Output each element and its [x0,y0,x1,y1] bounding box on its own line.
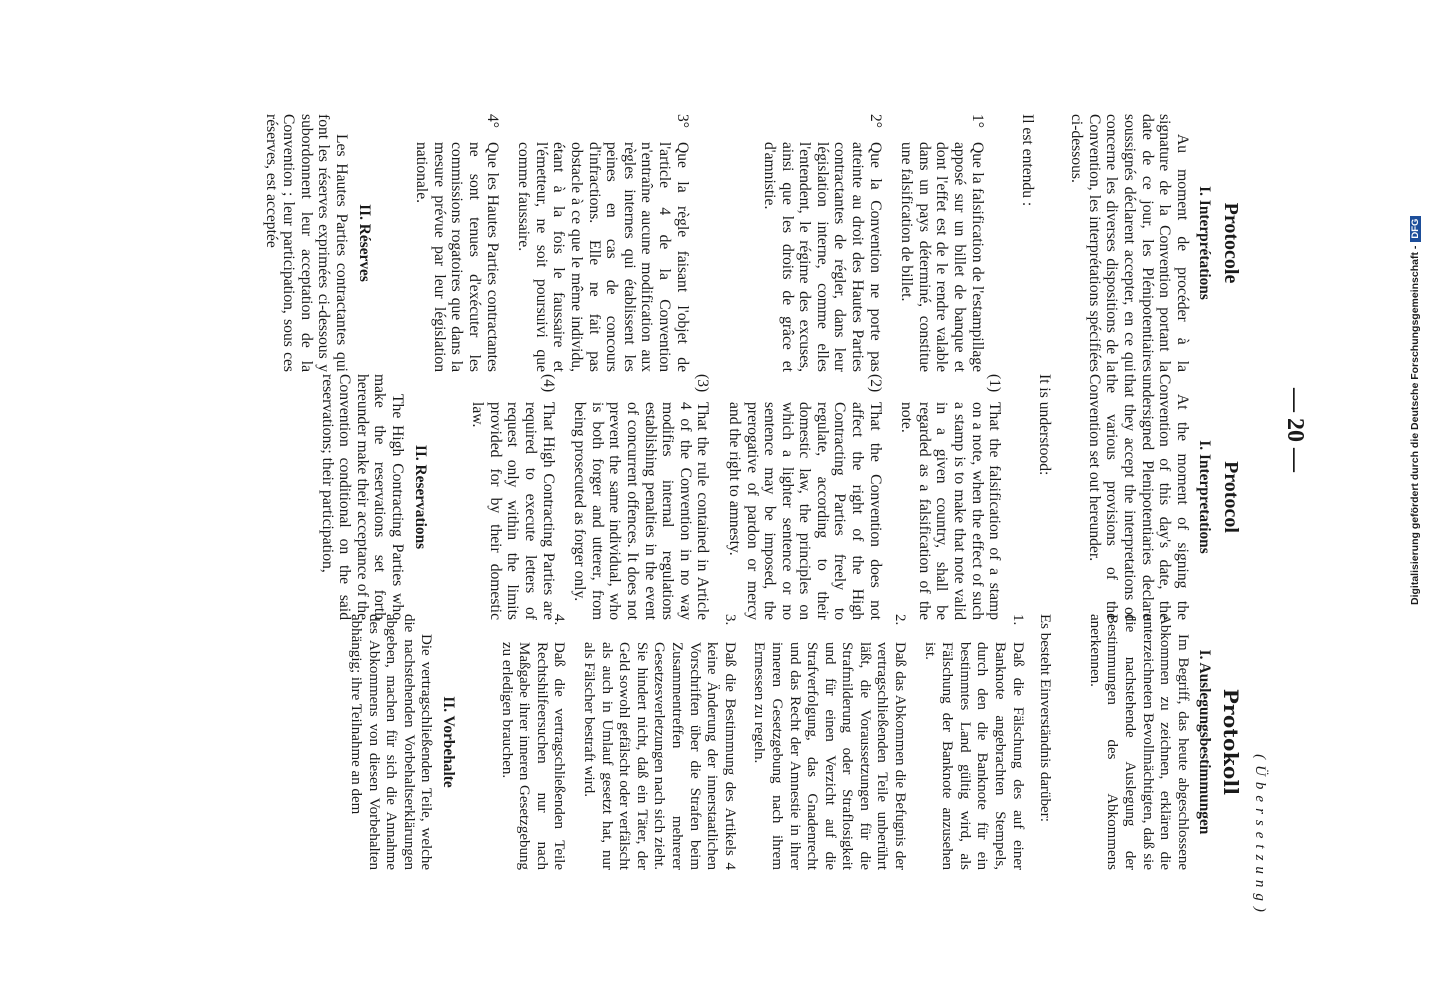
french-section2-paragraph: Les Hautes Parties contractantes qui font les réserves exprimées ci-dessous y subordonnent leur acceptation de la Convention ; leur participation, sous ces réserves, est acceptée [262,114,351,372]
german-item-text: Daß die Bestimmung des Artikels 4 keine Änderung der innerstaatlichen Vorschriften über die Strafen beim Zusammentreffen mehrerer Gesetzesverletzungen nach sich zieht. Sie hindert nicht, daß ein Täter, der Geld sowohl gefälscht oder verfälscht als auch in Umlauf gesetzt hat, nur als Fälscher bestraft wird. [581,642,738,870]
german-section2-paragraph: Die vertragschließenden Teile, welche die nachstehenden Vorbehaltserklärungen abgeben, machen für sich die Annahme des Abkommens von diesen Vorbehalten abhängig; ihre Teilnahme an dem [348,614,435,870]
translation-label: (Übersetzung) [1252,754,1268,918]
german-item-num: 1. [1009,614,1026,626]
digitization-credit [1409,10,1434,610]
french-item [413,114,501,372]
french-item-text: Que la règle faisant l'objet de l'article 4 de la Convention n'entraîne aucune modification aux règles internes qui établissent les peines en cas de concours d'infractions. Elle ne fait pas obstacle à ce que le même individu, étant à la fois le faussaire et l'émetteur, ne soit poursuivi que comme faussaire. [515,142,691,372]
page-number: — 20 — [1282,388,1308,472]
english-item-num: (3) [694,374,712,393]
french-column [262,114,1242,372]
english-item-text: That the falsification of a stamp on a note, when the effect of such a stamp is to make that note valid in a given country, shall be regarded as a falsification of the note. [898,402,1004,620]
german-understood: Es besteht Einverständnis darüber: [1037,614,1054,822]
credit-text: Digitalisierung gefördert durch die Deutsche Forschungsgemeinschaft - [1409,245,1421,605]
german-section1-title: I. Auslegungsbestimmungen [1196,649,1214,835]
english-title: Protocol [1220,461,1242,533]
english-section2-title: II. Reservations [411,444,429,550]
french-item [761,114,884,372]
german-item [920,614,1026,870]
french-item-num: 1° [968,114,986,129]
german-item-num: 4. [551,614,568,626]
english-item [571,374,712,620]
german-section1-paragraph: Im Begriff, das heute abgeschlossene Abkommen zu zeichnen, erklären die unterzeichneten Bevollmächtigten, daß sie die nachstehende Auslegung der Bestimmungen des Abkommens anerkennen. [1086,614,1191,870]
dfg-logo: DFG [1410,216,1421,242]
german-section2-title: II. Vorbehalte [440,696,458,788]
english-section1-title: I. Interpretations [1196,440,1214,554]
english-item-text: That the Convention does not affect the right of the High Contracting Parties freely to regulate, according to their domestic law, the principles on which a lighter sentence or no sentence may be imposed, the prerogative of pardon or mercy and the right to amnesty. [725,402,884,620]
english-item-num: (4) [539,374,557,393]
french-section1-paragraph: Au moment de procéder à la signature de la Convention portant la date de ce jour, les Plénipotentiaires soussignés déclarent accepter, en ce qui concerne les diverses dispositions de la Convention, les interprétations spécifiées ci-dessous. [1068,114,1191,372]
french-item-text: Que la Convention ne porte pas atteinte au droit des Hautes Parties contractantes de régler, dans leur législation interne, comme elles l'entendent, le régime des excuses, ainsi que les droits de grâce et d'amnistie. [761,142,884,372]
french-item-num: 4° [483,114,501,129]
english-item-text: That High Contracting Parties are required to execute letters of request only within the limits provided for by their domestic law. [469,402,557,620]
german-item [750,614,908,870]
german-item-text: Daß die vertragschließenden Teile Rechtshilfeersuchen nur nach Maßgabe ihrer inneren Gesetzgebung zu erledigen brauchen. [498,642,568,870]
german-item-text: Daß das Abkommen die Befugnis der vertragschließenden Teile unberührt läßt, die Voraussetzungen für die Strafmilderung oder Straflosigkeit und für einen Verzicht auf die Strafverfolgung, das Gnadenrecht und das Recht der Amnestie in ihrer inneren Gesetzgebung nach ihrem Ermessen zu regeln. [751,642,909,870]
german-item-text: Daß die Fälschung des auf einer Banknote angebrachten Stempels, durch den die Banknote für ein bestimmtes Land gültig wird, als Fälschung der Banknote anzusehen ist. [921,642,1026,870]
german-item [497,614,567,870]
german-title: Protokoll [1219,688,1243,796]
german-item-num: 3. [721,614,738,626]
english-section2-paragraph: The High Contracting Parties who make the reservations set forth hereunder make their acceptance of the Convention conditional on the said reservations; their participation, [318,374,407,620]
french-item-num: 2° [866,114,884,129]
french-item [515,114,691,372]
english-column [318,374,1242,620]
page-content-rotated [144,0,1404,970]
german-column [346,614,1243,870]
french-item-text: Que les Hautes Parties contractantes ne sont tenues d'exécuter les commissions rogatoires que dans la mesure prévue par leur législation nationale. [413,142,501,372]
english-section1-paragraph: At the moment of signing the Convention of this day's date, the undersigned Plenipotentiaries declare that they accept the interpretations of the various provisions of the Convention set out hereunder. [1085,374,1191,620]
english-item [898,374,1004,620]
english-item-num: (1) [986,374,1004,393]
french-section2-title: II. Réserves [355,204,373,282]
english-item-num: (2) [866,374,884,393]
french-understood: Il est entendu : [1018,114,1036,207]
german-item-num: 2. [892,614,909,626]
french-item [898,114,986,372]
french-item-num: 3° [673,114,691,129]
french-title: Protocole [1220,202,1242,284]
english-item [725,374,883,620]
french-section1-title: I. Interprétations [1196,186,1214,300]
german-item [579,614,737,870]
english-item [469,374,557,620]
french-item-text: Que la falsification de l'estampillage apposé sur un billet de banque et dont l'effet est de le rendre valable dans un pays déterminé, constitue une falsification de billet. [898,142,986,372]
english-understood: It is understood: [1036,374,1054,476]
english-item-text: That the rule contained in Article 4 of the Convention in no way modifies internal regulations establishing penalties in the event of concurrent offences. It does not prevent the same individual, who is both forger and utterer, from being prosecuted as forger only. [571,402,712,620]
